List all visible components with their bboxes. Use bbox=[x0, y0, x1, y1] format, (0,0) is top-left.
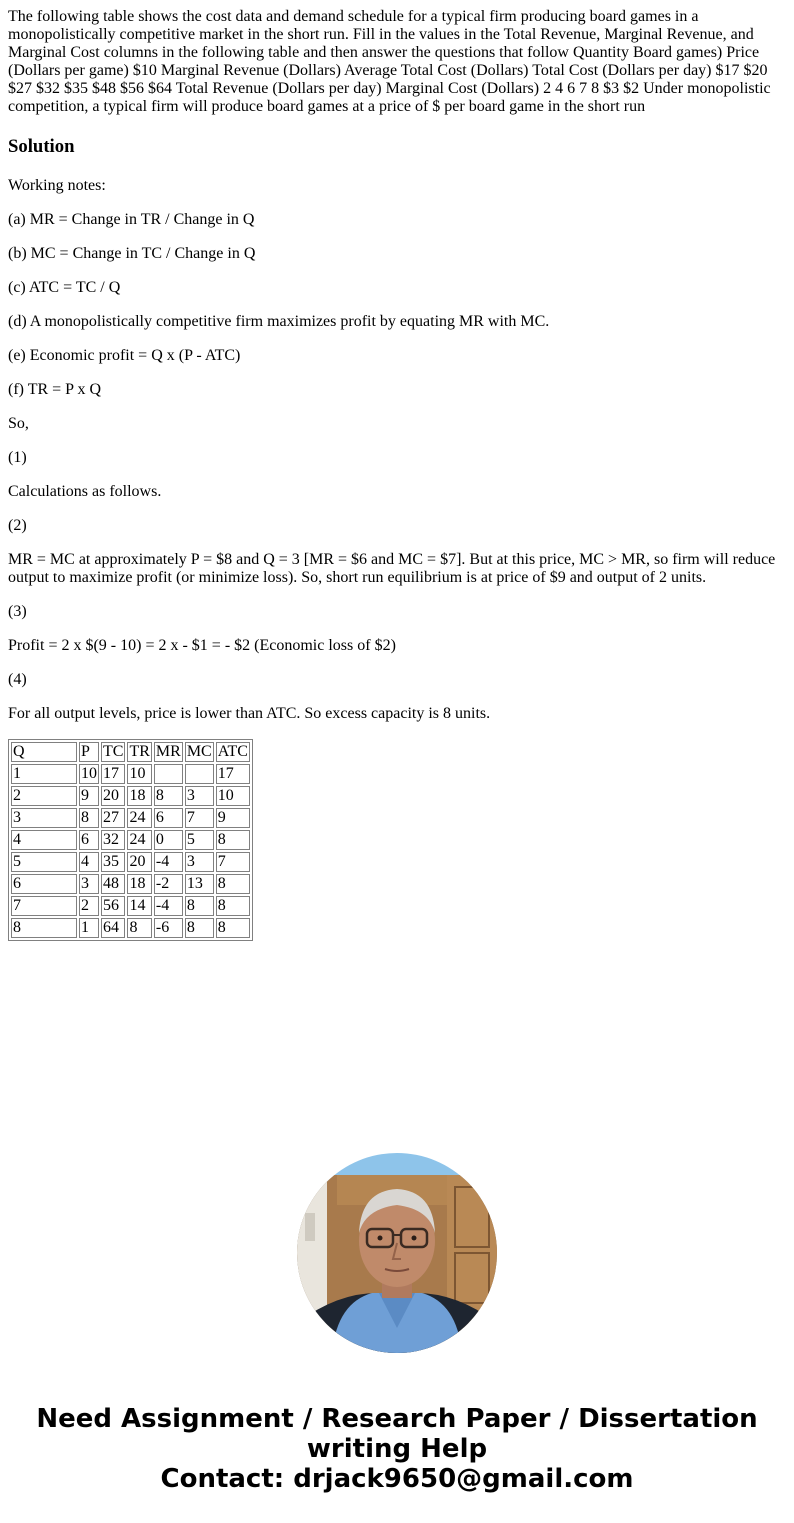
table-cell: -2 bbox=[154, 874, 183, 894]
table-cell: 27 bbox=[101, 808, 125, 828]
table-row bbox=[11, 830, 250, 850]
column-header: P bbox=[79, 742, 99, 762]
solution-paragraph: So, bbox=[8, 415, 29, 432]
table-cell: 8 bbox=[185, 896, 214, 916]
solution-paragraphs bbox=[8, 177, 786, 723]
table-cell: 5 bbox=[11, 852, 77, 872]
table-row bbox=[11, 852, 250, 872]
document-body bbox=[8, 8, 786, 941]
table-cell: 8 bbox=[154, 786, 183, 806]
solution-paragraph: (3) bbox=[8, 603, 27, 620]
table-cell: 3 bbox=[185, 786, 214, 806]
table-cell: 13 bbox=[185, 874, 214, 894]
table-cell: 3 bbox=[185, 852, 214, 872]
table-cell: 6 bbox=[11, 874, 77, 894]
table-cell: -4 bbox=[154, 852, 183, 872]
table-cell: 10 bbox=[216, 786, 250, 806]
table-cell: 24 bbox=[127, 808, 151, 828]
solution-paragraph: MR = MC at approximately P = $8 and Q = 3 [MR = $6 and MC = $7]. But at this price, MC > MR, so firm will reduce output to maximize profit (or minimize loss). So, short run equilibrium is at price of $9 and output of 2 units. bbox=[8, 551, 776, 586]
table-cell: 9 bbox=[79, 786, 99, 806]
table-cell: 6 bbox=[79, 830, 99, 850]
table-cell: 20 bbox=[101, 786, 125, 806]
solution-paragraph: (2) bbox=[8, 517, 27, 534]
table-cell: 8 bbox=[216, 830, 250, 850]
column-header: TR bbox=[129, 743, 150, 760]
column-header: ATC bbox=[217, 743, 248, 760]
table-cell: 35 bbox=[101, 852, 125, 872]
table-cell: 7 bbox=[11, 896, 77, 916]
footer-contact: Contact: drjack9650@gmail.com bbox=[160, 1464, 634, 1494]
solution-paragraph: (b) MC = Change in TC / Change in Q bbox=[8, 245, 256, 262]
table-cell: 2 bbox=[11, 786, 77, 806]
solution-paragraph: Calculations as follows. bbox=[8, 483, 162, 500]
table-cell: 4 bbox=[11, 830, 77, 850]
column-header: TC bbox=[103, 743, 124, 760]
table-cell bbox=[154, 764, 183, 784]
table-cell: 20 bbox=[127, 852, 151, 872]
solution-paragraph: For all output levels, price is lower than ATC. So excess capacity is 8 units. bbox=[8, 705, 491, 722]
table-cell: 7 bbox=[216, 852, 250, 872]
table-cell: 10 bbox=[81, 765, 97, 782]
table-cell: -6 bbox=[154, 918, 183, 938]
table-cell: 0 bbox=[154, 830, 183, 850]
table-cell: 8 bbox=[11, 918, 77, 938]
solution-paragraph: (d) A monopolistically competitive firm maximizes profit by equating MR with MC. bbox=[8, 313, 550, 330]
table-cell: 7 bbox=[185, 808, 214, 828]
table-cell: 32 bbox=[101, 830, 125, 850]
table-row bbox=[11, 896, 250, 916]
table-row bbox=[11, 786, 250, 806]
table-cell: 6 bbox=[154, 808, 183, 828]
solution-heading: Solution bbox=[8, 136, 75, 157]
table-row bbox=[11, 808, 250, 828]
table-cell: 8 bbox=[216, 896, 250, 916]
table-cell: 2 bbox=[79, 896, 99, 916]
footer-banner bbox=[0, 1404, 794, 1494]
table-cell: 18 bbox=[127, 874, 151, 894]
table-row bbox=[11, 764, 250, 784]
portrait-image bbox=[297, 1153, 497, 1353]
table-cell: 18 bbox=[127, 786, 151, 806]
column-header: MC bbox=[186, 743, 212, 760]
table-cell: 9 bbox=[216, 808, 250, 828]
column-header: MR bbox=[155, 743, 181, 760]
table-cell: 8 bbox=[216, 874, 250, 894]
author-photo bbox=[297, 1153, 497, 1353]
column-header: Q bbox=[11, 742, 77, 762]
table-cell: 1 bbox=[11, 764, 77, 784]
solution-paragraph: (c) ATC = TC / Q bbox=[8, 279, 121, 296]
table-cell: 17 bbox=[101, 764, 125, 784]
solution-paragraph: (f) TR = P x Q bbox=[8, 381, 102, 398]
footer-line-1: Need Assignment / Research Paper / Dissertation bbox=[36, 1404, 758, 1434]
table-cell: 24 bbox=[127, 830, 151, 850]
solution-paragraph: (a) MR = Change in TR / Change in Q bbox=[8, 211, 255, 228]
table-cell: 5 bbox=[185, 830, 214, 850]
table-cell: 14 bbox=[127, 896, 151, 916]
footer-line-2: writing Help bbox=[306, 1434, 488, 1464]
solution-paragraph: Profit = 2 x $(9 - 10) = 2 x - $1 = - $2 (Economic loss of $2) bbox=[8, 637, 396, 654]
table-cell: 8 bbox=[79, 808, 99, 828]
question-text: The following table shows the cost data and demand schedule for a typical firm producing board games in a monopolistically competitive market in the short run. Fill in the values in the Total Revenue, Marginal Revenue, and Marginal Cost columns in the following table and then answer the questions that follow Quantity Board games) Price (Dollars per game) $10 Marginal Revenue (Dollars) Average Total Cost (Dollars) Total Cost (Dollars per day) $17 $20 $27 $32 $35 $48 $56 $64 Total Revenue (Dollars per day) Marginal Cost (Dollars) 2 4 6 7 8 $3 $2 Under monopolistic competition, a typical firm will produce board games at a price of $ per board game in the short run bbox=[8, 8, 771, 115]
table-row bbox=[11, 918, 250, 938]
table-cell bbox=[185, 764, 214, 784]
data-table bbox=[8, 739, 253, 941]
table-cell: 8 bbox=[127, 918, 151, 938]
solution-paragraph: (e) Economic profit = Q x (P - ATC) bbox=[8, 347, 241, 364]
table-cell: 3 bbox=[11, 808, 77, 828]
table-cell: -4 bbox=[154, 896, 183, 916]
solution-paragraph: (1) bbox=[8, 449, 27, 466]
table-cell: 8 bbox=[185, 918, 214, 938]
table-cell: 1 bbox=[79, 918, 99, 938]
table-cell: 10 bbox=[127, 764, 151, 784]
table-cell: 8 bbox=[216, 918, 250, 938]
solution-paragraph: Working notes: bbox=[8, 177, 106, 194]
table-cell: 48 bbox=[101, 874, 125, 894]
table-cell: 4 bbox=[79, 852, 99, 872]
table-cell: 56 bbox=[101, 896, 125, 916]
table-cell: 64 bbox=[101, 918, 125, 938]
solution-paragraph: (4) bbox=[8, 671, 27, 688]
table-row bbox=[11, 874, 250, 894]
table-header-row bbox=[11, 742, 250, 762]
table-cell: 3 bbox=[79, 874, 99, 894]
table-cell: 17 bbox=[216, 764, 250, 784]
